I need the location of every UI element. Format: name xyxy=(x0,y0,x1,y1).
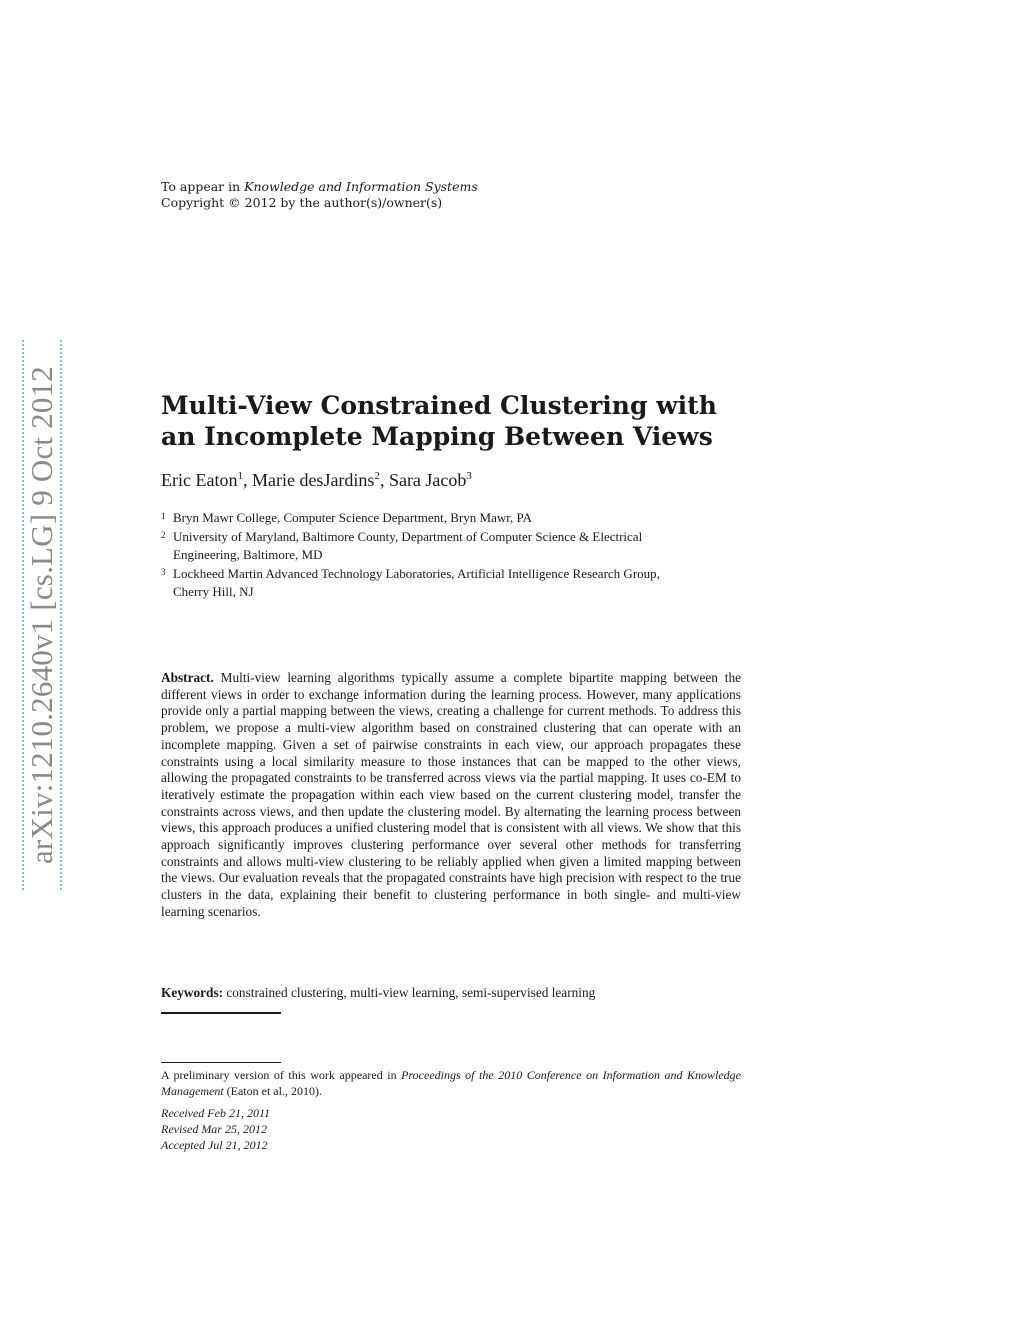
author-name: Eric Eaton xyxy=(161,470,238,490)
affiliation xyxy=(161,528,693,565)
submission-dates xyxy=(161,1105,270,1153)
copyright-line: Copyright © 2012 by the author(s)/owner(s) xyxy=(161,195,443,210)
author-mark: 3 xyxy=(466,470,472,482)
accepted-date: Accepted Jul 21, 2012 xyxy=(161,1138,268,1152)
section-rule xyxy=(161,1012,281,1014)
affiliation xyxy=(161,509,761,528)
affiliation xyxy=(161,565,663,602)
author-name: Sara Jacob xyxy=(388,470,467,490)
abstract-label: Abstract. xyxy=(161,670,214,685)
journal-name: Knowledge and Information Systems xyxy=(244,179,478,194)
appear-in-line xyxy=(161,179,478,195)
affiliation-text: Bryn Mawr College, Computer Science Department, Bryn Mawr, PA xyxy=(173,510,532,525)
affiliation-mark: 3 xyxy=(161,566,166,577)
author-list: Eric Eaton$^1$, Marie desJardins$^2$, Sara Jacob$^3$ xyxy=(161,470,472,490)
affiliation-text: Lockheed Martin Advanced Technology Laboratories, Artificial Intelligence Research Group, Cherry Hill, NJ xyxy=(173,565,660,599)
appear-prefix: To appear in xyxy=(161,179,245,194)
footnote-prefix: A preliminary version of this work appeared in xyxy=(161,1068,402,1082)
author-name: Marie desJardins xyxy=(251,470,375,490)
affiliation-mark: 1 xyxy=(161,511,166,521)
title-line-1: Multi-View Constrained Clustering with xyxy=(161,391,717,420)
revised-date: Revised Mar 25, 2012 xyxy=(161,1122,267,1136)
paper-title xyxy=(161,390,761,452)
keywords xyxy=(161,985,761,1001)
abstract xyxy=(161,670,741,921)
footnote-suffix: (Eaton et al., 2010). xyxy=(223,1084,322,1098)
footnote-venue: Proceedings of the 2010 Conference on Information and Knowledge Management xyxy=(161,1068,741,1098)
author-mark: 2 xyxy=(374,470,380,482)
affiliation-list xyxy=(161,509,761,602)
footnote xyxy=(161,1067,741,1099)
keywords-label: Keywords: xyxy=(161,985,224,1000)
author-mark: 1 xyxy=(237,470,243,482)
abstract-text: Multi-view learning algorithms typically assume a complete bipartite mapping between the different views in order to exchange information during the learning process. However, many applications provide only a partial mapping between the views, creating a challenge for current methods. To address this problem, we propose a multi-view algorithm based on constrained clustering that can operate with an incomplete mapping. Given a set of pairwise constraints in each view, our approach propagates these constraints using a local similarity measure to those instances that can be mapped to the other views, allowing the propagated constraints to be transferred across views via the partial mapping. It uses co-EM to iteratively estimate the propagation within each view based on the current clustering model, transfer the constraints across views, and then update the clustering model. By alternating the learning process between views, this approach produces a unified clustering model that is consistent with all views. We show that this approach significantly improves clustering performance over several other methods for transferring constraints and allows multi-view clustering to be reliably applied when given a limited mapping between the views. Our evaluation reveals that the propagated constraints have high precision with respect to the true clusters in the data, explaining their benefit to clustering performance in both single- and multi-view learning scenarios. xyxy=(161,670,741,919)
affiliation-text: University of Maryland, Baltimore County, Department of Computer Science & Electrical Engineering, Baltimore, MD xyxy=(173,528,643,562)
title-line-2: an Incomplete Mapping Between Views xyxy=(161,422,713,451)
arxiv-identifier: arXiv:1210.2640v1 [cs.LG] 9 Oct 2012 xyxy=(24,366,59,864)
publication-note xyxy=(161,179,478,211)
footnote-rule xyxy=(161,1062,281,1063)
received-date: Received Feb 21, 2011 xyxy=(161,1106,271,1120)
arxiv-stamp xyxy=(22,340,62,890)
affiliation-mark: 2 xyxy=(161,529,166,540)
keywords-text: constrained clustering, multi-view learning, semi-supervised learning xyxy=(226,985,596,1000)
